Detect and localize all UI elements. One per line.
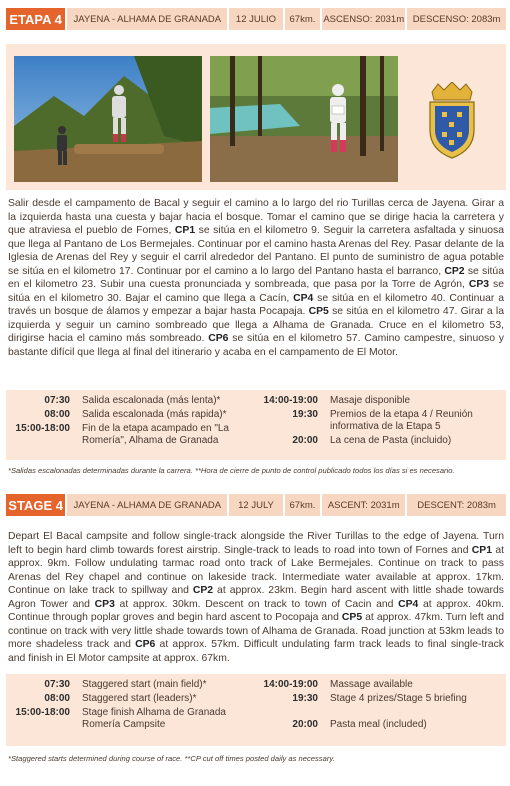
english-description: Depart El Bacal campsite and follow single-track alongside the River Turillas to the edge of Jayena. Turn left to begin hard climb towards forest airstrip. Single-track to leads to road into town of Fornes and CP1 at approx. 9km. Follow undulating tarmac road onto track of Lake Bermejales. Continue on track to pass Arenas del Rey chapel and continue on lakeside track. Intermediate water available at approx. 17km. Continue on lake track to spillway and CP2 at approx. 23km. Begin hard ascent with little shade towards Agron Tower and CP3 at approx. 30km. Descent on track to town of Cacin and CP4 at approx. 40km. Continue through poplar groves and begin hard ascent to Pocopaja and CP5 at approx. 47km. Turn left and continue on track with very little shade towards town of Alhama de Granada. Road junction at 53km leads to more shadeless track and CP6 at approx. 57km. Difficult undulating farm track leads to final single-track and finish in El Motor campsite at approx. 67km. bbox=[8, 531, 504, 664]
spanish-description: Salir desde el campamento de Bacal y seguir el camino a lo largo del rio Turillas cerca de Jayena. Girar a la izquierda hasta una cuesta y bajar hacia el bosque. Tomar el camino que se dirige hacia la carretera y que atraviesa el pueblo de Fornes, CP1 se sitúa en el kilometro 9. Seguir la carretera asfaltada y sinuosa que llega al Pantano de Los Bermejales. Continuar por el camino hasta Arenas del Rey. Pasar delante de la Iglesia de Arenas del Rey y seguir el carril alrededor del Pantano. El punto de suministro de agua potable se sitúa en el kilometro 17. Continuar por el camino a lo largo del Pantano hasta el barranco, CP2 se sitúa en el kilometro 23. Subir una cuesta pronunciada y sombreada, que pasa por la Torre de Agrón, CP3 se sitúa en el kilometro 30. Bajar el camino que llega a Cacín, CP4 se sitúa en el kilometro 40. Continuar a través un bosque de álamos y empezar a bajar hasta Pocapaja. CP5 se sitúa en el kilometro 47. Girar a la izquierda y seguir un camino sombreado que llega a Alhama de Granada. Cruce en el kilometro 53, dirigirse hacia el camino más sombreado. CP6 se sitúa en el kilometro 57. Camino campestre, sinuoso y bastante difícil que llega al final del itinerario y acaba en el campamento de El Motor. bbox=[8, 198, 504, 358]
schedule-event: Staggered start (leaders)* bbox=[82, 693, 197, 704]
spanish-footnote: *Salidas escalonadas determinadas durante la carrera. **Hora de cierre de punto de control publicado todos los días si es necesario. bbox=[8, 466, 455, 475]
schedule-row-right bbox=[256, 395, 490, 407]
schedule-event: Stage finish Alhama de Granada Romería Campsite bbox=[82, 707, 226, 730]
schedule-row-right bbox=[256, 409, 490, 433]
schedule-time: 19:30 bbox=[292, 409, 318, 420]
schedule-time: 20:00 bbox=[292, 719, 318, 730]
schedule-row-left bbox=[6, 409, 242, 421]
descent: DESCENT: 2083m bbox=[405, 494, 506, 516]
coat-of-arms-icon bbox=[422, 82, 482, 162]
schedule-row-left bbox=[6, 679, 242, 691]
schedule-time: 07:30 bbox=[44, 395, 70, 406]
english-footnote: *Staggered starts determined during course of race. **CP cut off times posted daily as necessary. bbox=[8, 754, 335, 763]
schedule-row-left bbox=[6, 423, 242, 447]
schedule-event: La cena de Pasta (incluido) bbox=[330, 435, 452, 446]
spanish-stage-header bbox=[6, 8, 506, 30]
schedule-row-left bbox=[6, 693, 242, 705]
descent: DESCENSO: 2083m bbox=[405, 8, 506, 30]
schedule-event: Stage 4 prizes/Stage 5 briefing bbox=[330, 693, 467, 704]
stage-label: STAGE 4 bbox=[6, 494, 65, 516]
schedule-event: Fin de la etapa acampado en "La Romería", Alhama de Granada bbox=[82, 423, 229, 446]
schedule-row-left bbox=[6, 395, 242, 407]
schedule-event: Premios de la etapa 4 / Reunión informativa de la Etapa 5 bbox=[330, 409, 473, 432]
schedule-row-right bbox=[256, 435, 490, 447]
distance: 67km. bbox=[283, 8, 321, 30]
schedule-row-right bbox=[256, 693, 490, 705]
schedule-row-left bbox=[6, 707, 242, 731]
schedule-event: Massage available bbox=[330, 679, 413, 690]
schedule-time: 14:00-19:00 bbox=[263, 679, 318, 690]
schedule-time: 20:00 bbox=[292, 435, 318, 446]
schedule-event: Salida escalonada (más rapida)* bbox=[82, 409, 227, 420]
distance: 67km. bbox=[283, 494, 321, 516]
schedule-row-right bbox=[256, 679, 490, 691]
schedule-time: 15:00-18:00 bbox=[15, 707, 70, 718]
schedule-row-right bbox=[256, 719, 490, 731]
schedule-time: 19:30 bbox=[292, 693, 318, 704]
schedule-event: Pasta meal (included) bbox=[330, 719, 427, 730]
schedule-time: 07:30 bbox=[44, 679, 70, 690]
schedule-time: 15:00-18:00 bbox=[15, 423, 70, 434]
route: JAYENA - ALHAMA DE GRANADA bbox=[65, 494, 227, 516]
route: JAYENA - ALHAMA DE GRANADA bbox=[65, 8, 227, 30]
schedule-time: 08:00 bbox=[44, 409, 70, 420]
date: 12 JULY bbox=[227, 494, 282, 516]
runner-photo-2 bbox=[210, 56, 398, 182]
english-stage-header bbox=[6, 494, 506, 516]
schedule-event: Masaje disponible bbox=[330, 395, 411, 406]
schedule-time: 08:00 bbox=[44, 693, 70, 704]
date: 12 JULIO bbox=[227, 8, 282, 30]
ascent: ASCENSO: 2031m bbox=[320, 8, 405, 30]
schedule-event: Salida escalonada (más lenta)* bbox=[82, 395, 221, 406]
runner-photo-1 bbox=[14, 56, 202, 182]
stage-label: ETAPA 4 bbox=[6, 8, 65, 30]
schedule-event: Staggered start (main field)* bbox=[82, 679, 207, 690]
schedule-time: 14:00-19:00 bbox=[263, 395, 318, 406]
ascent: ASCENT: 2031m bbox=[320, 494, 405, 516]
